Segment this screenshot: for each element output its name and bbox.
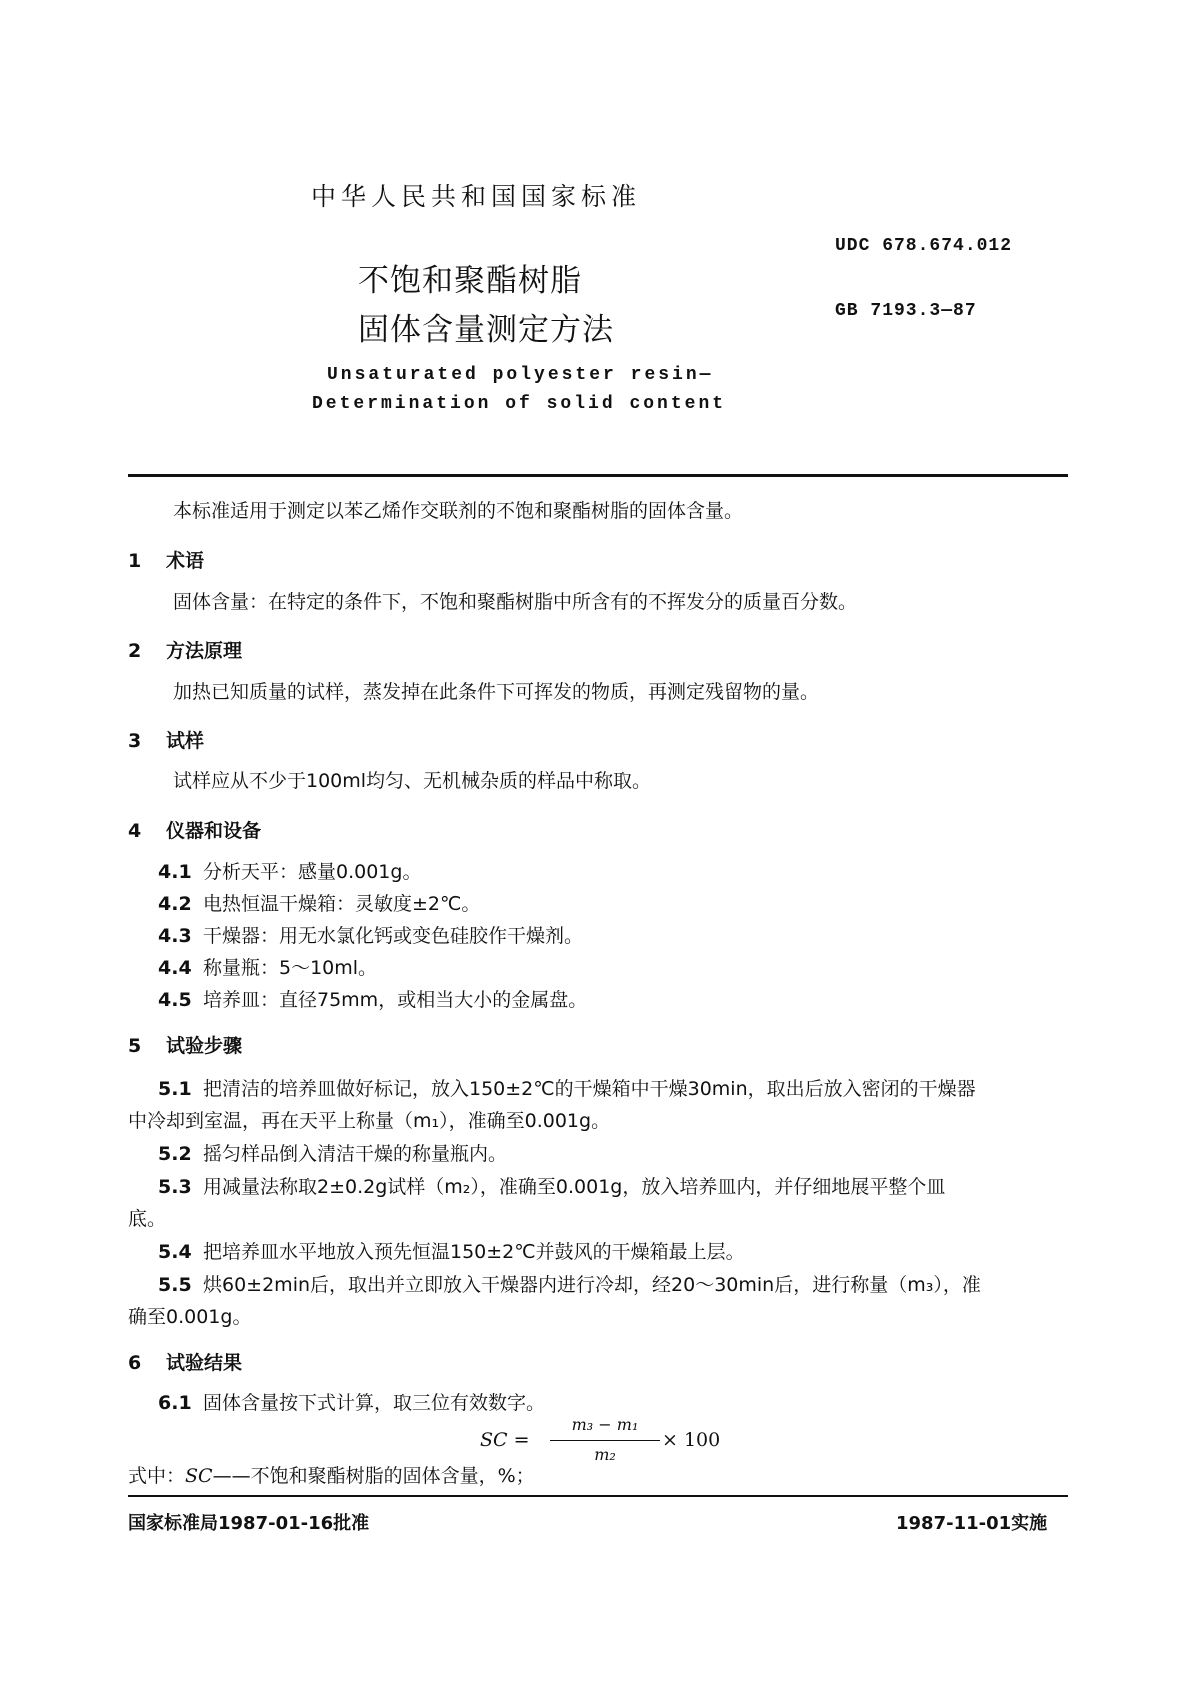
clause-text: 培养皿：直径75mm，或相当大小的金属盘。: [203, 989, 588, 1011]
section-number: 1: [128, 550, 142, 572]
clause-text: 用减量法称取2±0.2g试样（m₂），准确至0.001g，放入培养皿内，并仔细地展平整个皿: [203, 1176, 946, 1198]
clause-5-5-line1: [158, 1270, 981, 1297]
section-3-heading: [128, 726, 204, 753]
section-title: 试验步骤: [166, 1035, 243, 1057]
clause-5-1-line1: [158, 1074, 976, 1101]
clause-text: 摇匀样品倒入清洁干燥的称量瓶内。: [203, 1143, 508, 1165]
section-title: 仪器和设备: [166, 820, 262, 842]
clause-text: 电热恒温干燥箱：灵敏度±2℃。: [203, 893, 481, 915]
approval-date: 国家标准局1987-01-16批准: [128, 1513, 370, 1534]
intro-paragraph: 本标准适用于测定以苯乙烯作交联剂的不饱和聚酯树脂的固体含量。: [173, 500, 744, 522]
section-title: 试验结果: [166, 1352, 243, 1374]
title-cn-line2: 固体含量测定方法: [358, 312, 614, 348]
clause-number: 4.2: [158, 893, 192, 915]
formula-lhs: SC =: [480, 1429, 530, 1451]
section-title: 试样: [166, 730, 205, 752]
formula-denominator: m₂: [594, 1445, 616, 1464]
clause-number: 4.1: [158, 861, 192, 883]
clause-4-2: [158, 889, 480, 916]
implementation-date: 1987-11-01实施: [896, 1513, 1048, 1534]
clause-text: 干燥器：用无水氯化钙或变色硅胶作干燥剂。: [203, 925, 584, 947]
clause-number: 6.1: [158, 1392, 192, 1414]
clause-number: 5.3: [158, 1176, 192, 1198]
section-1-body: 固体含量：在特定的条件下，不饱和聚酯树脂中所含有的不挥发分的质量百分数。: [173, 591, 858, 613]
title-cn-line1: 不饱和聚酯树脂: [358, 263, 582, 299]
section-1-heading: [128, 546, 204, 573]
section-number: 3: [128, 730, 142, 752]
section-3-body: 试样应从不少于100ml均匀、无机械杂质的样品中称取。: [173, 770, 652, 792]
clause-number: 4.3: [158, 925, 192, 947]
section-5-heading: [128, 1031, 242, 1058]
legend-prefix: 式中：: [128, 1465, 186, 1487]
clause-text: 烘60±2min后，取出并立即放入干燥器内进行冷却，经20～30min后，进行称量（m₃），准: [203, 1274, 981, 1296]
clause-text: 分析天平：感量0.001g。: [203, 861, 422, 883]
footer-divider: [128, 1495, 1068, 1497]
section-number: 6: [128, 1352, 142, 1374]
header-divider: [128, 474, 1068, 477]
fraction-bar: [550, 1440, 660, 1441]
section-6-heading: [128, 1348, 242, 1375]
clause-5-3-line2: 底。: [128, 1208, 167, 1230]
clause-number: 5.1: [158, 1078, 192, 1100]
clause-4-4: [158, 953, 377, 980]
clause-5-4: [158, 1237, 745, 1264]
clause-4-3: [158, 921, 583, 948]
clause-4-5: [158, 985, 587, 1012]
clause-text: 称量瓶：5～10ml。: [203, 957, 378, 979]
udc-code: UDC 678.674.012: [835, 236, 1013, 256]
section-number: 4: [128, 820, 142, 842]
title-en-line1: Unsaturated polyester resin—: [327, 365, 714, 385]
section-number: 5: [128, 1035, 142, 1057]
gb-code: GB 7193.3—87: [835, 301, 977, 321]
clause-5-5-line2: 确至0.001g。: [128, 1306, 252, 1328]
clause-text: 把培养皿水平地放入预先恒温150±2℃并鼓风的干燥箱最上层。: [203, 1241, 745, 1263]
clause-number: 5.2: [158, 1143, 192, 1165]
clause-number: 5.4: [158, 1241, 192, 1263]
section-2-heading: [128, 636, 242, 663]
formula-numerator: m₃ − m₁: [571, 1415, 639, 1434]
standard-header: 中华人民共和国国家标准: [311, 182, 642, 211]
clause-5-3-line1: [158, 1172, 945, 1199]
legend-symbol: SC: [185, 1465, 213, 1487]
section-4-heading: [128, 816, 261, 843]
clause-6-1: [158, 1388, 545, 1415]
title-en-line2: Determination of solid content: [312, 394, 727, 414]
clause-4-1: [158, 857, 421, 884]
clause-text: 把清洁的培养皿做好标记，放入150±2℃的干燥箱中干燥30min，取出后放入密闭的干燥器: [203, 1078, 976, 1100]
clause-number: 4.4: [158, 957, 192, 979]
section-number: 2: [128, 640, 142, 662]
section-title: 术语: [166, 550, 205, 572]
clause-number: 5.5: [158, 1274, 192, 1296]
formula-legend: [128, 1461, 535, 1488]
section-title: 方法原理: [166, 640, 243, 662]
formula-multiplier: × 100: [662, 1429, 721, 1451]
section-2-body: 加热已知质量的试样，蒸发掉在此条件下可挥发的物质，再测定残留物的量。: [173, 681, 820, 703]
legend-text: ——不饱和聚酯树脂的固体含量，%；: [212, 1465, 535, 1487]
clause-number: 4.5: [158, 989, 192, 1011]
clause-text: 固体含量按下式计算，取三位有效数字。: [203, 1392, 546, 1414]
clause-5-2: [158, 1139, 507, 1166]
clause-5-1-line2: 中冷却到室温，再在天平上称量（m₁），准确至0.001g。: [128, 1110, 611, 1132]
